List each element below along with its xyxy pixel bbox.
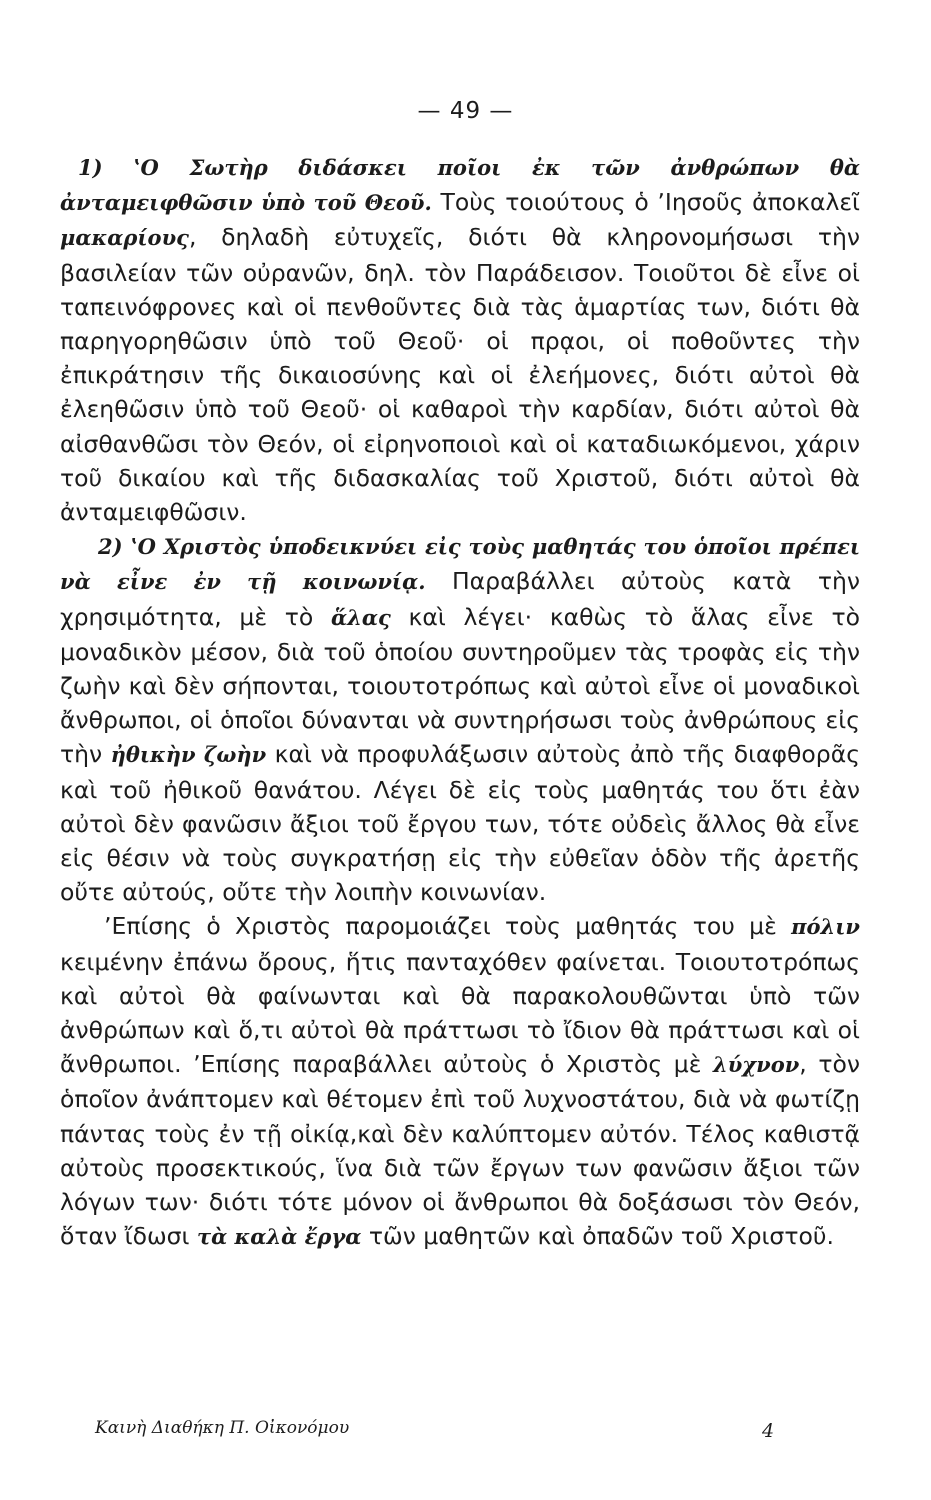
section-heading-1: 1) ʽΟ Σωτὴρ διδάσκει ποῖοι ἐκ τῶν ἀνθρώπων θὰ ἀνταμειφθῶσιν ὑπὸ τοῦ Θεοῦ.	[60, 155, 860, 216]
paragraph-3	[60, 909, 860, 1254]
paragraph-1	[60, 150, 860, 529]
section-heading-2: 2) ʽΟ Χριστὸς ὑποδεικνύει εἰς τοὺς μαθητάς του ὁποῖοι πρέπει νὰ εἶνε ἐν τῇ κοινωνίᾳ.	[60, 534, 860, 595]
paragraph-3-text-c: , τὸν ὁποῖον ἀνάπτομεν καὶ θέτομεν ἐπὶ τοῦ λυχνοστάτου, διὰ νὰ φωτίζῃ πάντας τοὺς ἐν τῇ οἰκίᾳ,καὶ δὲν καλύπτομεν αὐτόν. Τέλος καθιστᾷ αὐτοὺς προσεκτικούς, ἵνα διὰ τῶν ἔργων των φανῶσιν ἄξιοι τῶν λόγων των· διότι τότε μόνον οἱ ἄνθρωποι θὰ δοξάσωσι τὸν Θεόν, ὅταν ἴδωσι	[60, 1050, 861, 1251]
emphasis-kala-erga: τὰ καλὰ ἔργα	[196, 1224, 362, 1250]
emphasis-lychnon: λύχνον	[713, 1052, 800, 1078]
page-number: — 49 —	[417, 98, 514, 124]
emphasis-ithiki-zoi: ἠθικὴν ζωὴν	[110, 742, 267, 768]
paragraph-2-text-c: καὶ νὰ προφυλάξωσιν αὐτοὺς ἀπὸ τῆς διαφθορᾶς καὶ τοῦ ἠθικοῦ θανάτου. Λέγει δὲ εἰς τοὺς μαθητάς του ὅτι ἐὰν αὐτοὶ δὲν φανῶσιν ἄξιοι τοῦ ἔργου των, τότε οὐδεὶς ἄλλος θὰ εἶνε εἰς θέσιν νὰ τοὺς συγκρατήσῃ εἰς τὴν εὐθεῖαν ὁδὸν τῆς ἀρετῆς οὔτε αὐτούς, οὔτε τὴν λοιπὴν κοινωνίαν.	[60, 740, 860, 907]
emphasis-polin: πόλιν	[791, 914, 860, 940]
emphasis-makarious: μακαρίους	[60, 225, 189, 251]
paragraph-2-text-b: καὶ λέγει· καθὼς τὸ ἅλας εἶνε τὸ μοναδικὸν μέσον, διὰ τοῦ ὁποίου συντηροῦμεν τὰς τροφὰς εἰς τὴν ζωὴν καὶ δὲν σήπονται, τοιουτοτρόπως καὶ αὐτοὶ εἶνε οἱ μοναδικοὶ ἄνθρωποι, οἱ ὁποῖοι δύνανται νὰ συντηρήσωσι τοὺς ἀνθρώπους εἰς τὴν	[60, 602, 860, 769]
paragraph-3-text-b: κειμένην ἐπάνω ὄρους, ἥτις πανταχόθεν φαίνεται. Τοιουτοτρόπως καὶ αὐτοὶ θὰ φαίνωνται καὶ θὰ παρακολουθῶνται ὑπὸ τῶν ἀνθρώπων καὶ ὅ,τι αὐτοὶ θὰ πράττωσι τὸ ἴδιον θὰ πράττωσι καὶ οἱ ἄνθρωποι. ʼΕπίσης παραβάλλει αὐτοὺς ὁ Χριστὸς μὲ	[60, 947, 860, 1079]
paragraph-1-text-b: , δηλαδὴ εὐτυχεῖς, διότι θὰ κληρονομήσωσι τὴν βασιλείαν τῶν οὐρανῶν, δηλ. τὸν Παράδεισον. Τοιοῦτοι δὲ εἶνε οἱ ταπεινόφρονες καὶ οἱ πενθοῦντες διὰ τὰς ἁμαρτίας των, διότι θὰ παρηγορηθῶσιν ὑπὸ τοῦ Θεοῦ· οἱ πρᾳοι, οἱ ποθοῦντες τὴν ἐπικράτησιν τῆς δικαιοσύνης καὶ οἱ ἐλεήμονες, διότι αὐτοὶ θὰ ἐλεηθῶσιν ὑπὸ τοῦ Θεοῦ· οἱ καθαροὶ τὴν καρδίαν, διότι αὐτοὶ θὰ αἰσθανθῶσι τὸν Θεόν, οἱ εἰρηνοποιοὶ καὶ οἱ καταδιωκόμενοι, χάριν τοῦ δικαίου καὶ τῆς διδασκαλίας τοῦ Χριστοῦ, διότι αὐτοὶ θὰ ἀνταμειφθῶσιν.	[60, 223, 860, 527]
paragraph-1-text-a: Τοὺς τοιούτους ὁ ʼΙησοῦς ἀποκαλεῖ	[431, 188, 861, 217]
body-text	[60, 150, 860, 1255]
signature-mark: 4	[762, 1420, 775, 1442]
paragraph-3-text-a: ʼΕπίσης ὁ Χριστὸς παρομοιάζει τοὺς μαθητάς του μὲ	[104, 912, 792, 941]
paragraph-2	[60, 529, 860, 909]
footer-book-title: Καινὴ Διαθήκη Π. Οἰκονόμου	[95, 1418, 350, 1438]
emphasis-alas: ἅλας	[330, 604, 391, 630]
paragraph-2-text-a: Παραβάλλει αὐτοὺς κατὰ τὴν χρησιμότητα, μὲ τὸ	[60, 567, 860, 631]
paragraph-3-text-d: τῶν μαθητῶν καὶ ὀπαδῶν τοῦ Χριστοῦ.	[361, 1222, 834, 1251]
